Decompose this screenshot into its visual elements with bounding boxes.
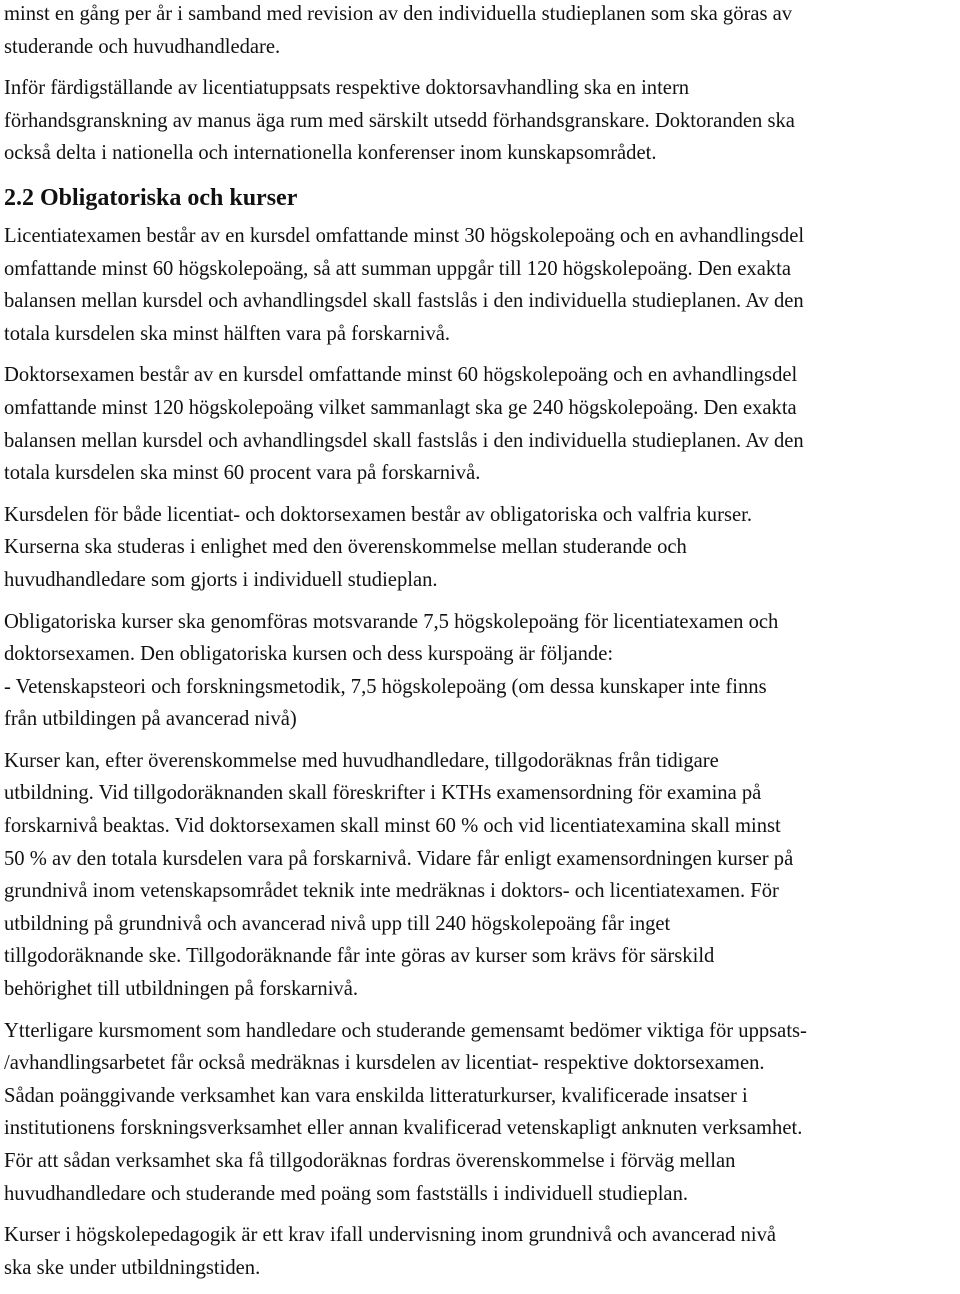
- text-line: från utbildingen på avancerad nivå): [4, 708, 297, 731]
- text-line: Ytterligare kursmoment som handledare och studerande gemensamt bedömer viktiga för uppsats-: [4, 1019, 807, 1042]
- text-line: också delta i nationella och internationella konferenser inom kunskapsområdet.: [4, 142, 657, 165]
- paragraph-mandatory-courses: [4, 606, 956, 736]
- text-line: institutionens forskningsverksamhet eller annan kvalificerad vetenskapligt anknuten verksamhet.: [4, 1117, 803, 1140]
- paragraph-course-part: [4, 499, 956, 597]
- text-line: forskarnivå beaktas. Vid doktorsexamen skall minst 60 % och vid licentiatexamina skall minst: [4, 815, 781, 838]
- text-line: balansen mellan kursdel och avhandlingsdel skall fastslås i den individuella studieplanen. Av den: [4, 429, 804, 452]
- text-line: ska ske under utbildningstiden.: [4, 1256, 261, 1279]
- text-line: Obligatoriska kurser ska genomföras motsvarande 7,5 högskolepoäng för licentiatexamen och: [4, 610, 779, 633]
- paragraph-pedagogy: [4, 1219, 956, 1284]
- paragraph-licentiate: [4, 220, 956, 350]
- text-line: 50 % av den totala kursdelen vara på forskarnivå. Vidare får enligt examensordningen kurser på: [4, 847, 794, 870]
- text-line: Inför färdigställande av licentiatuppsats respektive doktorsavhandling ska en intern: [4, 77, 690, 100]
- paragraph-doctorate: [4, 359, 956, 489]
- text-line: utbildning på grundnivå och avancerad nivå upp till 240 högskolepoäng får inget: [4, 912, 671, 935]
- text-line: huvudhandledare som gjorts i individuell studieplan.: [4, 568, 438, 591]
- text-line: doktorsexamen. Den obligatoriska kursen och dess kurspoäng är följande:: [4, 643, 614, 666]
- text-line: studerande och huvudhandledare.: [4, 35, 281, 58]
- text-line: Sådan poänggivande verksamhet kan vara enskilda litteraturkurser, kvalificerade insatser i: [4, 1084, 748, 1107]
- text-line: Licentiatexamen består av en kursdel omfattande minst 30 högskolepoäng och en avhandlingsdel: [4, 224, 805, 247]
- paragraph-revision: [4, 0, 956, 63]
- text-line: Kurser kan, efter överenskommelse med huvudhandledare, tillgodoräknas från tidigare: [4, 749, 719, 772]
- text-line: behörighet till utbildningen på forskarnivå.: [4, 978, 359, 1001]
- text-line: grundnivå inom vetenskapsområdet teknik inte medräknas i doktors- och licentiatexamen. För: [4, 880, 779, 903]
- text-line: omfattande minst 60 högskolepoäng, så att summan uppgår till 120 högskolepoäng. Den exakta: [4, 257, 791, 280]
- text-line: - Vetenskapsteori och forskningsmetodik, 7,5 högskolepoäng (om dessa kunskaper inte finns: [4, 675, 767, 698]
- text-line: /avhandlingsarbetet får också medräknas i kursdelen av licentiat- respektive doktorsexamen.: [4, 1052, 765, 1075]
- paragraph-credit-transfer: [4, 745, 956, 1006]
- text-line: omfattande minst 120 högskolepoäng vilket sammanlagt ska ge 240 högskolepoäng. Den exakta: [4, 396, 797, 419]
- text-line: Kursdelen för både licentiat- och doktorsexamen består av obligatoriska och valfria kurser.: [4, 503, 752, 526]
- text-line: totala kursdelen ska minst hälften vara på forskarnivå.: [4, 322, 451, 345]
- text-line: utbildning. Vid tillgodoräknanden skall föreskrifter i KTHs examensordning för examina på: [4, 782, 762, 805]
- text-line: minst en gång per år i samband med revision av den individuella studieplanen som ska göras av: [4, 3, 793, 25]
- text-line: Kurser i högskolepedagogik är ett krav ifall undervisning inom grundnivå och avancerad nivå: [4, 1224, 777, 1247]
- section-heading: 2.2 Obligatoriska och kurser: [4, 184, 298, 211]
- text-line: För att sådan verksamhet ska få tillgodoräknas fordras överenskommelse i förväg mellan: [4, 1150, 736, 1172]
- text-line: tillgodoräknande ske. Tillgodoräknande får inte göras av kurser som krävs för särskild: [4, 945, 715, 968]
- text-line: förhandsgranskning av manus äga rum med särskilt utsedd förhandsgranskare. Doktoranden ska: [4, 109, 795, 132]
- text-line: balansen mellan kursdel och avhandlingsdel skall fastslås i den individuella studieplanen. Av den: [4, 290, 804, 313]
- text-line: huvudhandledare och studerande med poäng som fastställs i individuell studieplan.: [4, 1182, 689, 1205]
- paragraph-additional-modules: [4, 1015, 956, 1211]
- text-line: Doktorsexamen består av en kursdel omfattande minst 60 högskolepoäng och en avhandlingsdel: [4, 364, 798, 387]
- text-line: Kurserna ska studeras i enlighet med den överenskommelse mellan studerande och: [4, 536, 687, 559]
- paragraph-preliminary-review: [4, 72, 956, 170]
- text-line: totala kursdelen ska minst 60 procent vara på forskarnivå.: [4, 462, 481, 485]
